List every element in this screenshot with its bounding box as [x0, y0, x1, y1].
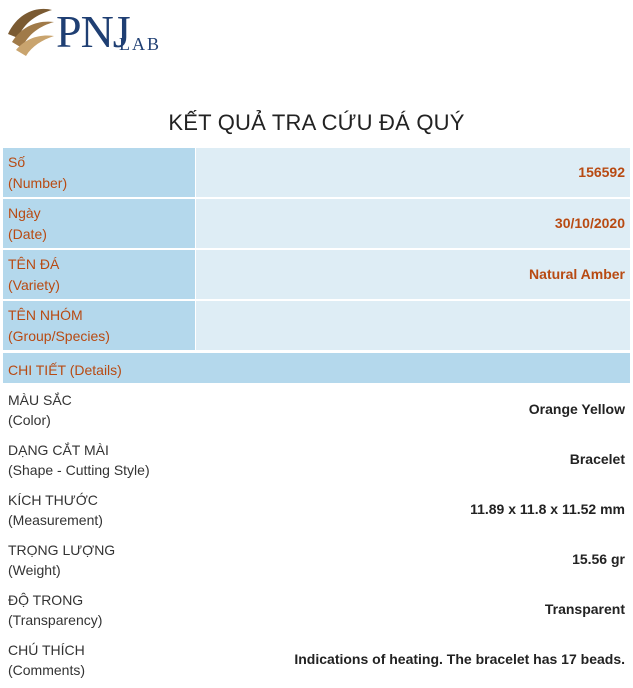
- detail-row-shape: [3, 433, 630, 483]
- row-label: [8, 390, 72, 430]
- label-en: (Variety): [8, 277, 60, 293]
- results-table: [3, 148, 630, 683]
- logo-sub-text: LAB: [119, 34, 161, 54]
- logo-brand-text: PNJ: [56, 6, 130, 57]
- label-vi: Ngày: [8, 205, 41, 221]
- detail-row-weight: [3, 533, 630, 583]
- label-vi: CHÚ THÍCH: [8, 642, 85, 658]
- row-label: [8, 640, 85, 680]
- label-vi: MÀU SẮC: [8, 392, 72, 408]
- weight-value: 15.56 gr: [572, 551, 625, 567]
- label-en: (Shape - Cutting Style): [8, 462, 150, 478]
- number-value: 156592: [578, 164, 625, 180]
- label-en: (Group/Species): [8, 328, 110, 344]
- summary-row-date: [3, 199, 630, 250]
- label-en: (Weight): [8, 562, 61, 578]
- date-value: 30/10/2020: [554, 215, 625, 231]
- pnj-lab-logo: [0, 0, 170, 90]
- detail-row-measurement: [3, 483, 630, 533]
- summary-row-number: [3, 148, 630, 199]
- detail-row-transparency: [3, 583, 630, 633]
- label-en: (Date): [8, 226, 47, 242]
- detail-row-comments: [3, 633, 630, 683]
- row-label: [8, 440, 150, 480]
- label-en: (Transparency): [8, 612, 103, 628]
- label-en: (Number): [8, 175, 68, 191]
- transparency-value: Transparent: [544, 601, 625, 617]
- label-vi: KÍCH THƯỚC: [8, 492, 98, 508]
- color-value: Orange Yellow: [528, 401, 625, 417]
- label-vi: TÊN ĐÁ: [8, 256, 60, 272]
- shape-value: Bracelet: [569, 451, 625, 467]
- row-label: [3, 250, 195, 299]
- row-value-cell: [196, 301, 630, 350]
- detail-row-color: [3, 383, 630, 433]
- row-label: [8, 590, 102, 630]
- label-vi: TÊN NHÓM: [8, 307, 83, 323]
- label-vi: TRỌNG LƯỢNG: [8, 542, 116, 558]
- details-section-header: CHI TIẾT (Details): [3, 353, 630, 383]
- row-label: [3, 199, 195, 248]
- row-value-cell: [196, 199, 630, 248]
- row-label: [8, 540, 115, 580]
- variety-value: Natural Amber: [529, 266, 625, 282]
- row-label: [3, 148, 195, 197]
- label-vi: ĐỘ TRONG: [8, 592, 84, 608]
- row-label: [8, 490, 103, 530]
- row-label: [3, 301, 195, 350]
- label-vi: DẠNG CẮT MÀI: [8, 442, 109, 458]
- label-en: (Comments): [8, 662, 86, 678]
- row-value-cell: [196, 148, 630, 197]
- row-value-cell: [196, 250, 630, 299]
- label-en: (Measurement): [8, 512, 103, 528]
- page-title: KẾT QUẢ TRA CỨU ĐÁ QUÝ: [168, 110, 465, 135]
- summary-row-group: [3, 301, 630, 352]
- summary-row-variety: [3, 250, 630, 301]
- measurement-value: 11.89 x 11.8 x 11.52 mm: [470, 501, 625, 517]
- label-vi: Số: [8, 154, 26, 170]
- label-en: (Color): [8, 412, 51, 428]
- logo-swoosh-icon: [4, 4, 60, 64]
- comments-value: Indications of heating. The bracelet has 17 beads.: [294, 651, 625, 667]
